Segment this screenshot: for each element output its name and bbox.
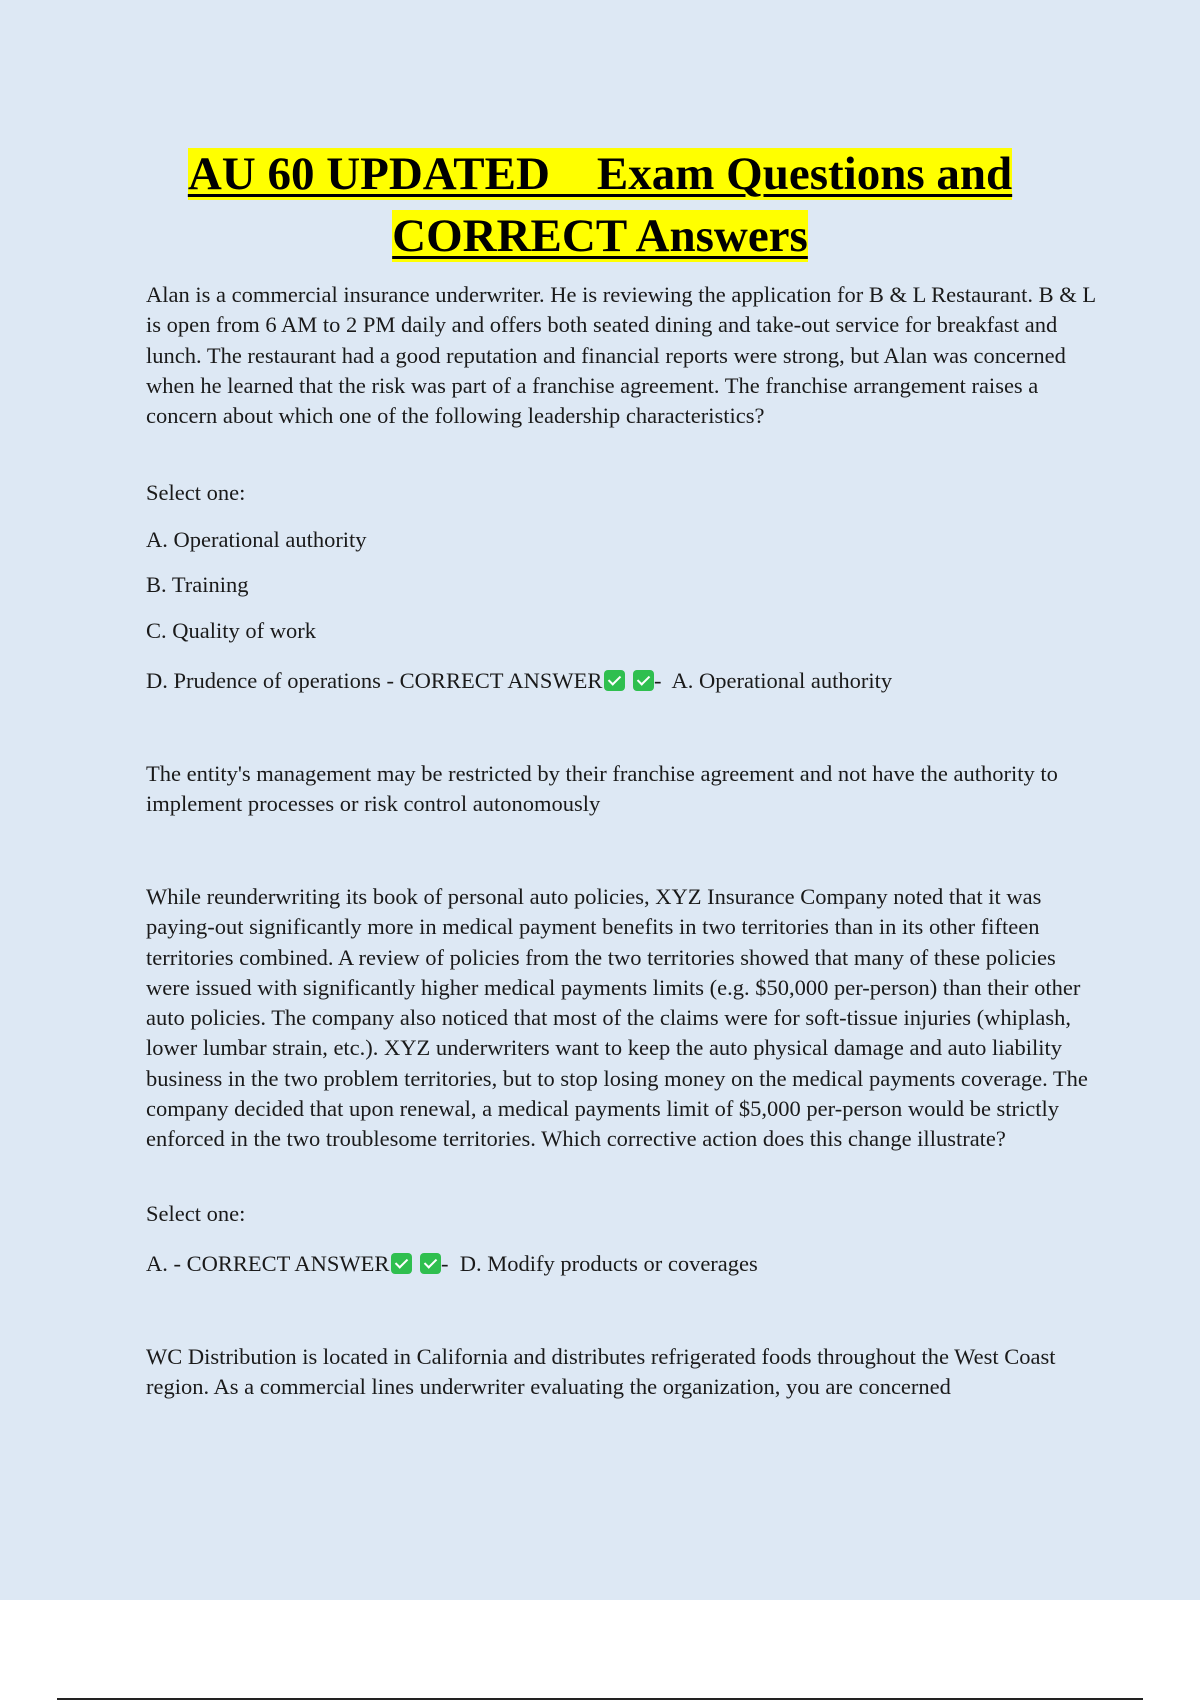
question-1-option-b: B. Training <box>146 572 249 597</box>
question-2-answer: - D. Modify products or coverages <box>440 1251 758 1276</box>
title-line-1: AU 60 UPDATED Exam Questions and <box>187 148 1013 200</box>
question-1-text: Alan is a commercial insurance underwriter. He is reviewing the application for B & L Restaurant. B & L is open from 6 AM to 2 PM daily and offers both seated dining and take-out service for breakfast and lunch. The restaurant had a good reputation and financial reports were strong, but Alan was concerned when he learned that the risk was part of a franchise agreement. The franchise arrangement raises a concern about which one of the following leadership characteristics? <box>146 282 1096 429</box>
question-2-select-label: Select one: <box>146 1201 246 1226</box>
question-2-option-a-label: A. - CORRECT ANSWER <box>146 1251 390 1276</box>
question-1-select-label: Select one: <box>146 480 246 505</box>
question-1-option-d-label: D. Prudence of operations - CORRECT ANSWER <box>146 668 603 693</box>
question-2-option-a <box>146 1249 758 1279</box>
question-3-text: WC Distribution is located in California and distributes refrigerated foods throughout the West Coast region. As a commercial lines underwriter evaluating the organization, you are concerned <box>146 1344 1056 1400</box>
question-1-answer: - A. Operational authority <box>654 668 893 693</box>
check-mark-icon <box>391 1253 412 1274</box>
check-mark-icon <box>604 670 625 691</box>
question-1-option-d <box>146 666 892 696</box>
question-1-option-a: A. Operational authority <box>146 527 367 552</box>
title-line-2: CORRECT Answers <box>392 210 808 262</box>
document-title <box>0 143 1200 267</box>
question-1-explanation: The entity's management may be restricted by their franchise agreement and not have the authority to implement processes or risk control autonomously <box>146 761 1058 817</box>
check-mark-icon <box>420 1253 441 1274</box>
question-1-option-c: C. Quality of work <box>146 618 316 643</box>
check-mark-icon <box>633 670 654 691</box>
question-2-text: While reunderwriting its book of personal auto policies, XYZ Insurance Company noted that it was paying-out significantly more in medical payment benefits in two territories than in its other fifteen territories combined. A review of policies from the two territories showed that many of these policies were issued with significantly higher medical payments limits (e.g. $50,000 per-person) than their other auto policies. The company also noticed that most of the claims were for soft-tissue injuries (whiplash, lower lumbar strain, etc.). XYZ underwriters want to keep the auto physical damage and auto liability business in the two problem territories, but to stop losing money on the medical payments coverage. The company decided that upon renewal, a medical payments limit of $5,000 per-person would be strictly enforced in the two troublesome territories. Which corrective action does this change illustrate? <box>146 884 1088 1152</box>
